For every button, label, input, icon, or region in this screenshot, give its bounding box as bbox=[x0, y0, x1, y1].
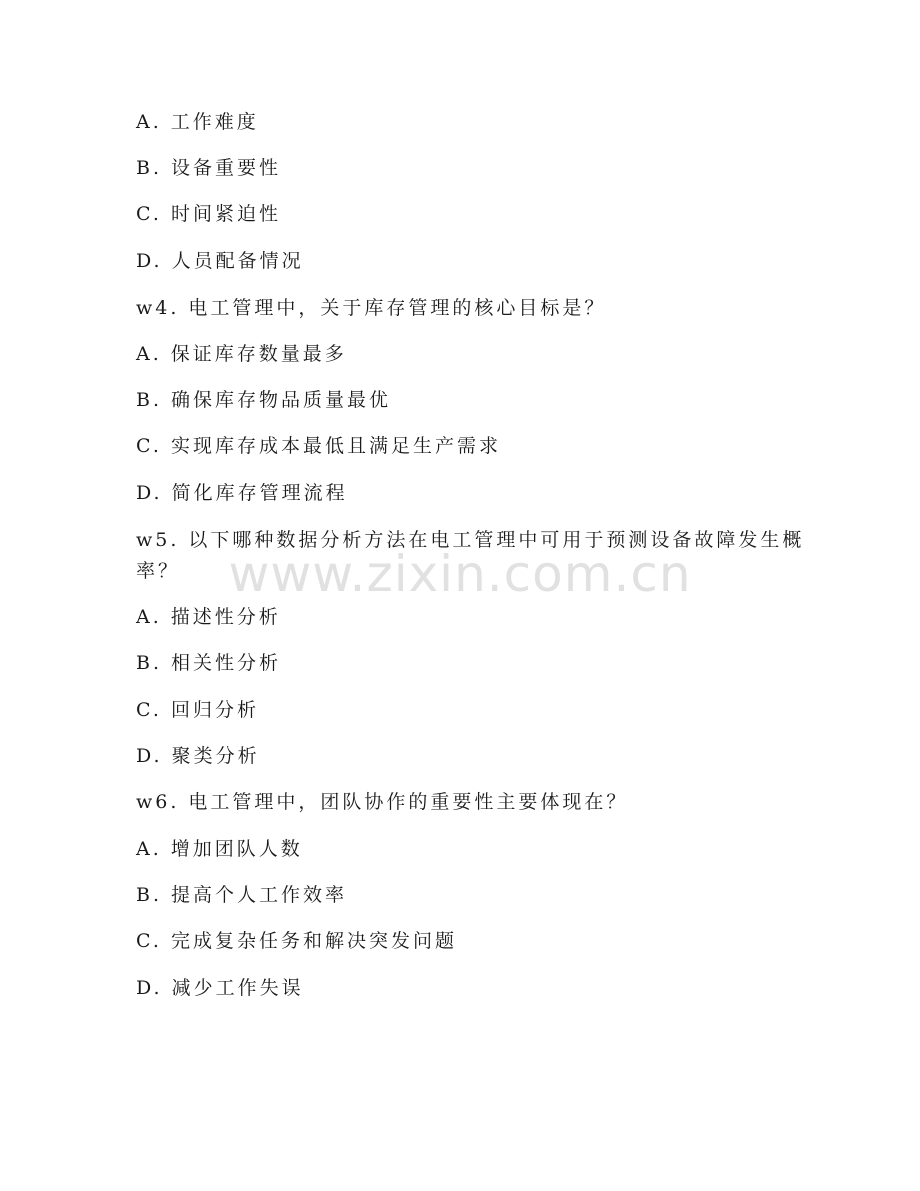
q3-option-a: A. 工作难度 bbox=[136, 111, 259, 133]
q3-option-c: C. 时间紧迫性 bbox=[136, 203, 281, 225]
q5-option-d: D. 聚类分析 bbox=[136, 745, 260, 767]
q6-question: w6. 电工管理中，团队协作的重要性主要体现在？ bbox=[136, 791, 629, 813]
q4-option-d: D. 简化库存管理流程 bbox=[136, 482, 348, 504]
q5-option-b: B. 相关性分析 bbox=[136, 652, 282, 674]
q4-option-a: A. 保证库存数量最多 bbox=[136, 343, 347, 365]
q3-option-d: D. 人员配备情况 bbox=[136, 250, 304, 272]
q6-option-d: D. 减少工作失误 bbox=[136, 977, 304, 999]
q4-option-b: B. 确保库存物品质量最优 bbox=[136, 389, 392, 411]
q6-option-a: A. 增加团队人数 bbox=[136, 838, 303, 860]
q6-option-b: B. 提高个人工作效率 bbox=[136, 884, 348, 906]
q4-option-c: C. 实现库存成本最低且满足生产需求 bbox=[136, 435, 501, 457]
q3-option-b: B. 设备重要性 bbox=[136, 157, 282, 179]
q6-option-c: C. 完成复杂任务和解决突发问题 bbox=[136, 930, 457, 952]
q5-option-c: C. 回归分析 bbox=[136, 699, 259, 721]
q5-question-line2: 率？ bbox=[136, 560, 181, 582]
q4-question: w4. 电工管理中，关于库存管理的核心目标是？ bbox=[136, 297, 607, 319]
watermark: www.zixin.com.cn bbox=[228, 545, 692, 603]
q5-question-line1: w5. 以下哪种数据分析方法在电工管理中可用于预测设备故障发生概 bbox=[136, 529, 805, 551]
q5-option-a: A. 描述性分析 bbox=[136, 606, 281, 628]
